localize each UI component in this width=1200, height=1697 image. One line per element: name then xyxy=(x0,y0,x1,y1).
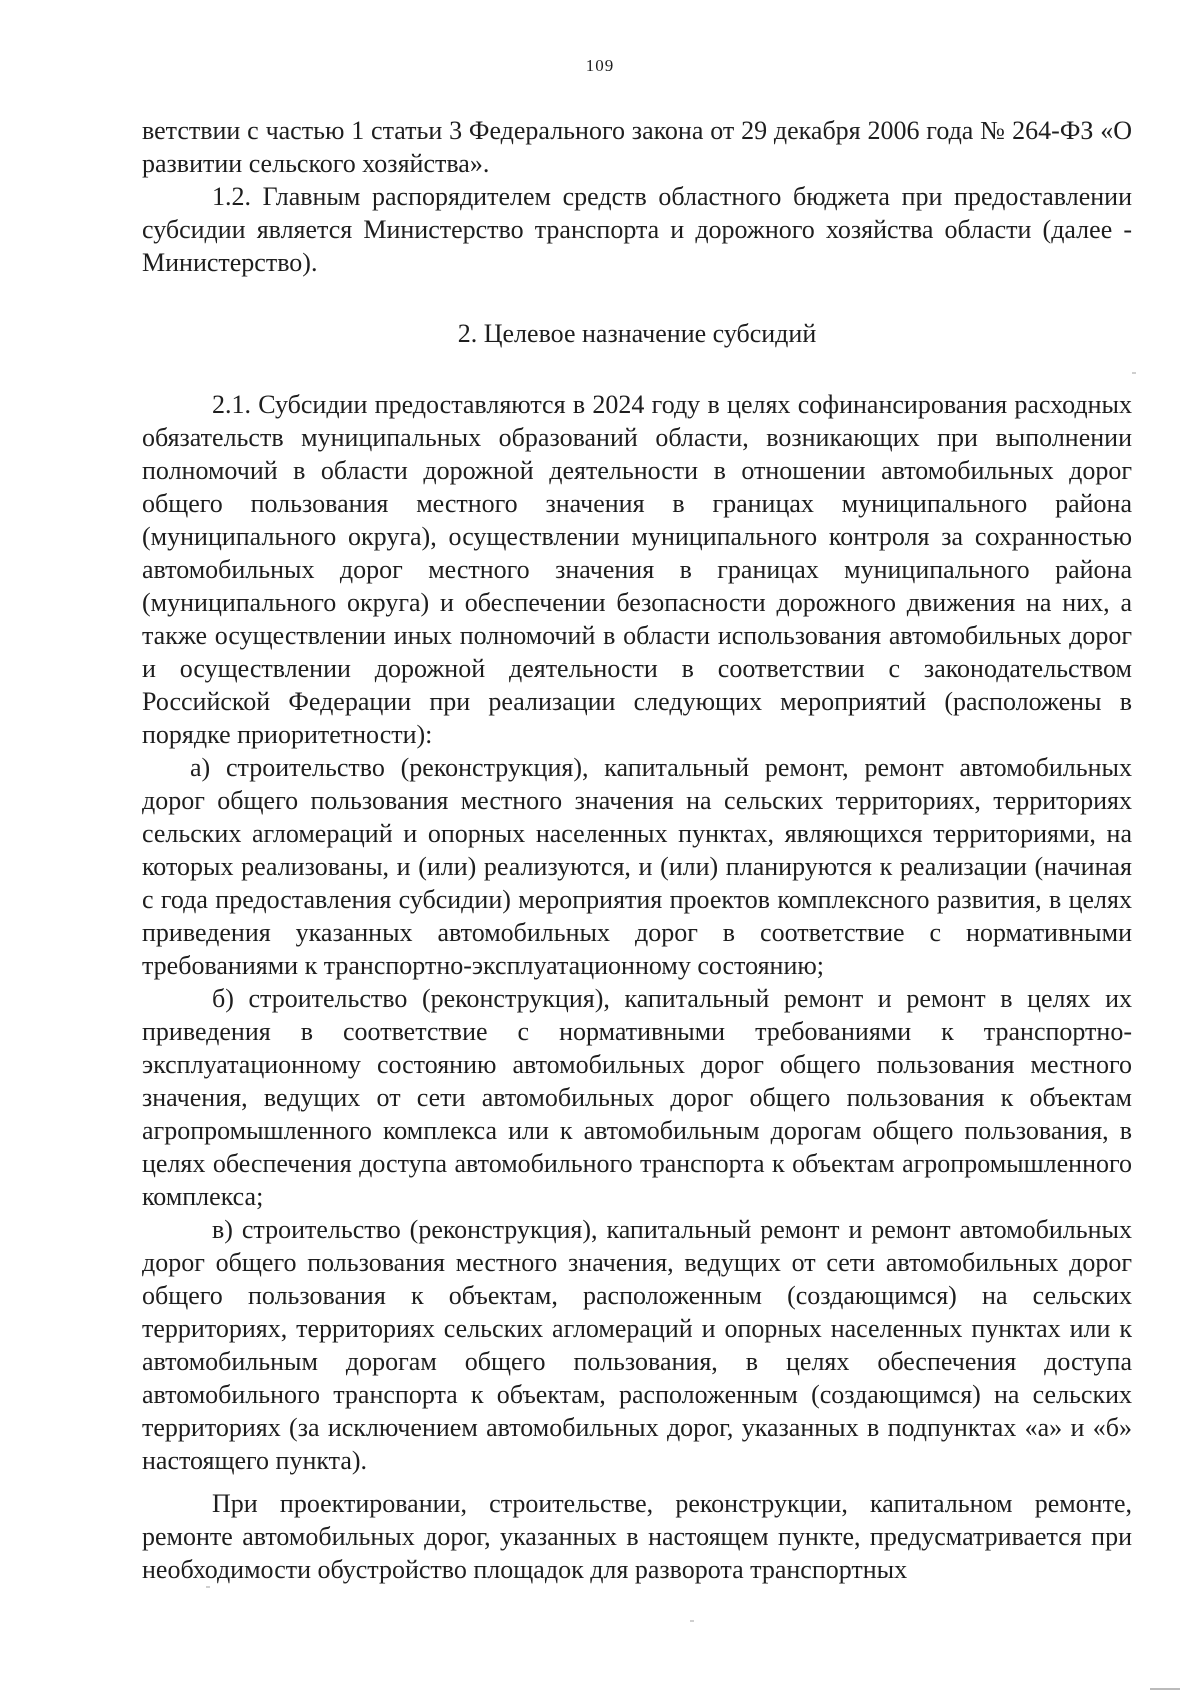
page-number: 109 xyxy=(585,56,615,75)
paragraph-1-2: 1.2. Главным распорядителем средств областного бюджета при предоставлении субсидии является Министерство транспорта и дорожного хозяйства области (далее - Министерство). xyxy=(142,182,1132,277)
subitem-a: а) строительство (реконструкция), капитальный ремонт, ремонт автомобильных дорог общего пользования местного значения на сельских территориях, территориях сельских агломераций и опорных населенных пунктах, являющихся территориями, на которых реализованы, и (или) реализуются, и (или) планируются к реализации (начиная с года предоставления субсидии) мероприятия проектов комплексного развития, в целях приведения указанных автомобильных дорог в соответствие с нормативными требованиями к транспортно-эксплуатационному состоянию; xyxy=(142,753,1132,980)
paragraph-2-1: 2.1. Субсидии предоставляются в 2024 году в целях софинансирования расходных обязательств муниципальных образований области, возникающих при выполнении полномочий в области дорожной деятельности в отношении автомобильных дорог общего пользования местного значения в границах муниципального района (муниципального округа), осуществлении муниципального контроля за сохранностью автомобильных дорог местного значения в границах муниципального района (муниципального округа) и обеспечении безопасности дорожного движения на них, а также осуществлении иных полномочий в области использования автомобильных дорог и осуществлении дорожной деятельности в соответствии с законодательством Российской Федерации при реализации следующих мероприятий (расположены в порядке приоритетности): xyxy=(142,390,1132,749)
scan-speck xyxy=(1150,1688,1180,1690)
paragraph-continuation: ветствии с частью 1 статьи 3 Федерального закона от 29 декабря 2006 года № 264-ФЗ «О развитии сельского хозяйства». xyxy=(142,116,1132,178)
subitem-b: б) строительство (реконструкция), капитальный ремонт и ремонт в целях их приведения в соответствие с нормативными требованиями к транспортно-эксплуатационному состоянию автомобильных дорог общего пользования местного значения, ведущих от сети автомобильных дорог общего пользования к объектам агропромышленного комплекса или к автомобильным дорогам общего пользования, в целях обеспечения доступа автомобильного транспорта к объектам агропромышленного комплекса; xyxy=(142,984,1132,1211)
scan-speck xyxy=(1132,372,1136,374)
subitem-v: в) строительство (реконструкция), капитальный ремонт и ремонт автомобильных дорог общего пользования местного значения, ведущих от сети автомобильных дорог общего пользования к объектам, расположенным (создающимся) на сельских территориях, территориях сельских агломераций и опорных населенных пунктах или к автомобильным дорогам общего пользования, в целях обеспечения доступа автомобильного транспорта к объектам, расположенным (создающимся) на сельских территориях (за исключением автомобильных дорог, указанных в подпунктах «а» и «б» настоящего пункта). xyxy=(142,1215,1132,1475)
scan-speck xyxy=(206,1586,210,1588)
document-body xyxy=(142,114,1132,1586)
paragraph-design-note: При проектировании, строительстве, реконструкции, капитальном ремонте, ремонте автомобильных дорог, указанных в настоящем пункте, предусматривается при необходимости обустройство площадок для разворота транспортных xyxy=(142,1489,1132,1584)
section-heading: 2. Целевое назначение субсидий xyxy=(457,319,817,348)
scan-speck xyxy=(690,1620,694,1622)
